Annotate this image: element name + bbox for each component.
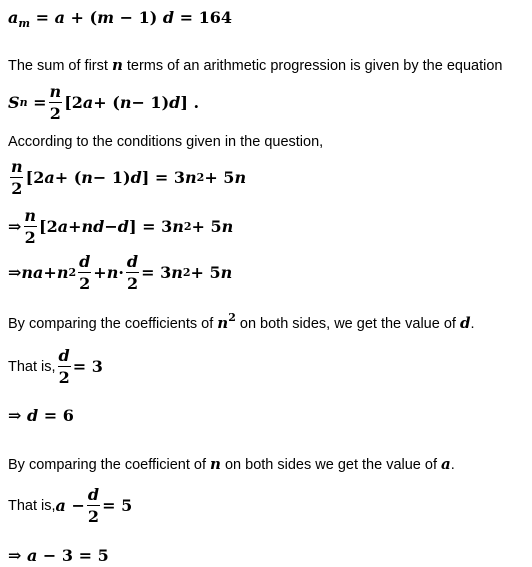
equation-expanded: ⇒ $\frac{n}{2}$ [2 a + nd − d ] = 3 n 2 + 5 n — [8, 206, 234, 247]
equation-a-minus-d-over-2: That is, a − $\frac{d}{2}$ = 5 — [8, 485, 133, 526]
equation-sum-formula: S n = $\frac{n}{2}$ [2 a + ( n − 1) d ] . — [8, 82, 200, 123]
equation-nth-term: $a_m = a + (m - 1) d = 164$ — [8, 8, 232, 30]
sum-intro-text: The sum of first n terms of an arithmetic progression is given by the equation — [8, 56, 503, 74]
compare-n2-text: By comparing the coefficients of $n^2$ on both sides, we get the value of d. — [8, 311, 475, 332]
equation-condition: $\frac{n}{2}$ [2 a + ( n − 1) d ] = 3 n 2 + 5 n — [11, 157, 247, 198]
equation-distributed: ⇒ na + n 2 $\frac{d}{2}$ + n · $\frac{d}{2}$ = 3 n 2 + 5 n — [8, 252, 233, 293]
equation-d-value: ⇒ d = 6 — [8, 406, 74, 425]
equation-a-minus-3: ⇒ a − 3 = 5 — [8, 546, 109, 565]
equation-d-over-2: That is, $\frac{d}{2}$ = 3 — [8, 346, 103, 387]
conditions-text: According to the conditions given in the question, — [8, 134, 324, 150]
compare-n-text: By comparing the coefficient of n on both sides we get the value of a. — [8, 455, 455, 473]
